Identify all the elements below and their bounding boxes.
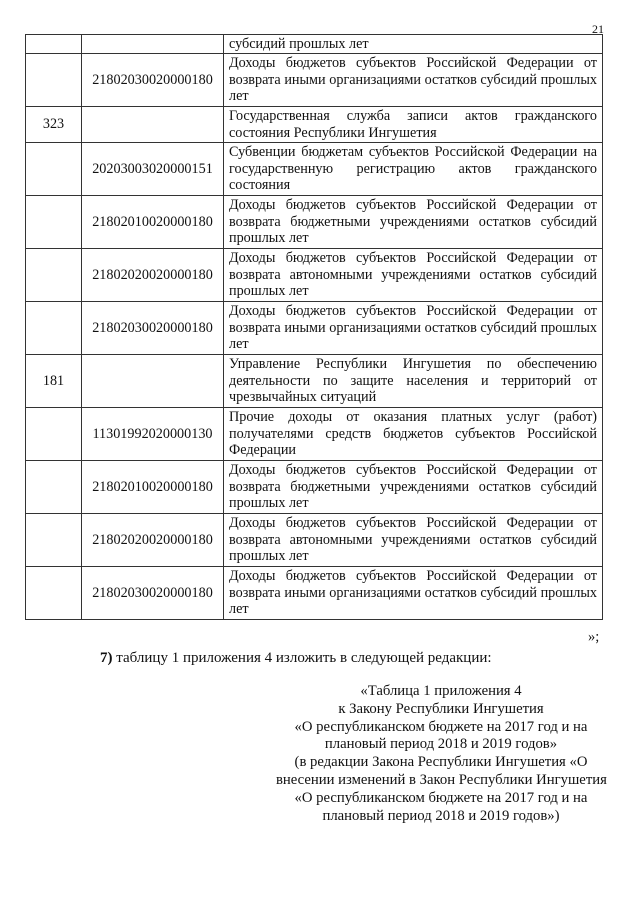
admin-code-cell [26, 566, 82, 619]
revenue-code-cell: 21802020020000180 [82, 513, 224, 566]
admin-code-cell [26, 35, 82, 54]
table-row [26, 566, 603, 619]
revenue-name-cell: Доходы бюджетов субъектов Российской Федерации от возврата иными организациями остатков субсидий прошлых лет [224, 566, 603, 619]
caption-line: «О республиканском бюджете на 2017 год и на [294, 718, 588, 735]
admin-code-cell [26, 248, 82, 301]
caption-line: «Таблица 1 приложения 4 [360, 683, 522, 699]
table-row [26, 53, 603, 106]
table-row [26, 354, 603, 407]
revenue-code-cell [82, 35, 224, 54]
caption-line: (в редакции Закона Республики Ингушетия «О [294, 754, 588, 771]
revenue-code-cell: 21802030020000180 [82, 53, 224, 106]
revenue-code-cell [82, 354, 224, 407]
revenue-code-cell: 20203003020000151 [82, 142, 224, 195]
table-row [26, 513, 603, 566]
admin-code-cell [26, 142, 82, 195]
page-number: 21 [592, 22, 604, 36]
revenue-name-cell: Прочие доходы от оказания платных услуг (работ) получателями средств бюджетов субъектов Российской Федерации [224, 407, 603, 460]
revenue-name-cell: Субвенции бюджетам субъектов Российской Федерации на государственную регистрацию актов гражданского состояния [224, 142, 603, 195]
revenue-name-cell: Управление Республики Ингушетия по обеспечению деятельности по защите населения и территорий от чрезвычайных ситуаций [224, 354, 603, 407]
admin-code-cell [26, 53, 82, 106]
revenue-code-cell: 21802030020000180 [82, 301, 224, 354]
revenue-code-cell [82, 106, 224, 142]
revenue-code-cell: 21802010020000180 [82, 460, 224, 513]
revenue-code-cell: 11301992020000130 [82, 407, 224, 460]
admin-code-cell [26, 460, 82, 513]
table-caption [276, 683, 606, 825]
admin-code-cell [26, 407, 82, 460]
closing-quote: »; [588, 629, 600, 645]
revenue-code-cell: 21802020020000180 [82, 248, 224, 301]
revenue-name-cell: Доходы бюджетов субъектов Российской Федерации от возврата автономными учреждениями остатков субсидий прошлых лет [224, 248, 603, 301]
instruction-text: таблицу 1 приложения 4 изложить в следующей редакции: [112, 650, 492, 666]
caption-line: к Закону Республики Ингушетия [338, 700, 544, 717]
caption-line: внесении изменений в Закон Республики Ингушетия [276, 771, 607, 788]
revenue-name-cell: Государственная служба записи актов гражданского состояния Республики Ингушетия [224, 106, 603, 142]
revenue-code-cell: 21802030020000180 [82, 566, 224, 619]
revenue-name-cell: Доходы бюджетов субъектов Российской Федерации от возврата иными организациями остатков субсидий прошлых лет [224, 53, 603, 106]
table-row [26, 106, 603, 142]
revenue-administrators-table [25, 34, 603, 620]
caption-line: плановый период 2018 и 2019 годов») [322, 807, 560, 824]
revenue-code-cell: 21802010020000180 [82, 195, 224, 248]
table-row [26, 407, 603, 460]
admin-code-cell [26, 195, 82, 248]
revenue-name-cell: Доходы бюджетов субъектов Российской Федерации от возврата бюджетными учреждениями остатков субсидий прошлых лет [224, 460, 603, 513]
admin-code-cell: 323 [26, 106, 82, 142]
admin-code-cell: 181 [26, 354, 82, 407]
revenue-name-cell: субсидий прошлых лет [224, 35, 603, 54]
table-row [26, 248, 603, 301]
caption-line: «О республиканском бюджете на 2017 год и на [294, 789, 588, 806]
revenue-name-cell: Доходы бюджетов субъектов Российской Федерации от возврата бюджетными учреждениями остатков субсидий прошлых лет [224, 195, 603, 248]
table-row [26, 195, 603, 248]
revenue-name-cell: Доходы бюджетов субъектов Российской Федерации от возврата иными организациями остатков субсидий прошлых лет [224, 301, 603, 354]
revenue-name-cell: Доходы бюджетов субъектов Российской Федерации от возврата автономными учреждениями остатков субсидий прошлых лет [224, 513, 603, 566]
table-row [26, 301, 603, 354]
amendment-instruction [100, 650, 492, 667]
caption-line: плановый период 2018 и 2019 годов» [324, 736, 558, 753]
table-row [26, 35, 603, 54]
admin-code-cell [26, 301, 82, 354]
table-row [26, 460, 603, 513]
item-number: 7) [100, 650, 113, 666]
table-row [26, 142, 603, 195]
admin-code-cell [26, 513, 82, 566]
